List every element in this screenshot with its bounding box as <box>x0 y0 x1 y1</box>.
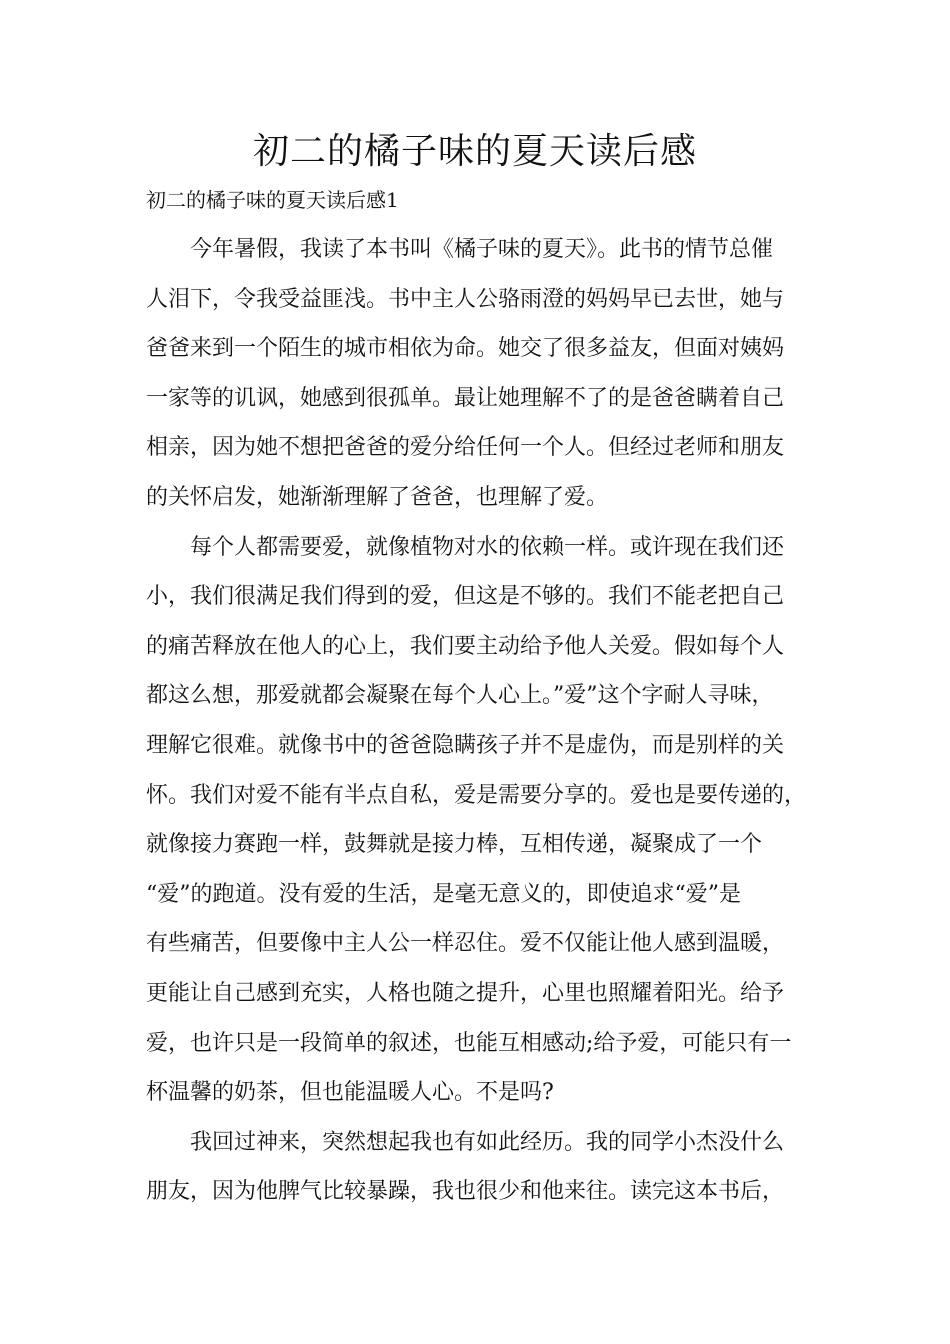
text-line: 就像接力赛跑一样，鼓舞就是接力棒，互相传递，凝聚成了一个 <box>146 832 763 858</box>
text-line: 的关怀启发，她渐渐理解了爸爸，也理解了爱。 <box>146 484 609 510</box>
text-line: 朋友，因为他脾气比较暴躁，我也很少和他来往。读完这本书后， <box>146 1179 785 1205</box>
text-line: 人泪下，令我受益匪浅。书中主人公骆雨澄的妈妈早已去世，她与 <box>146 286 785 312</box>
text-line: “爱”的跑道。没有爱的生活，是毫无意义的，即使追求“爱”是 <box>146 881 741 907</box>
text-line: 有些痛苦，但要像中主人公一样忍住。爱不仅能让他人感到温暖， <box>146 931 785 957</box>
document-subtitle: 初二的橘子味的夏天读后感1 <box>146 188 399 212</box>
text-line: 爱，也许只是一段简单的叙述，也能互相感动;给予爱，可能只有一 <box>146 1030 792 1056</box>
text-line: 理解它很难。就像书中的爸爸隐瞒孩子并不是虚伪，而是别样的关 <box>146 732 785 758</box>
text-line: 杯温馨的奶茶，但也能温暖人心。不是吗? <box>146 1080 554 1106</box>
text-line: 小，我们很满足我们得到的爱，但这是不够的。我们不能老把自己 <box>146 584 785 610</box>
text-line: 更能让自己感到充实，人格也随之提升，心里也照耀着阳光。给予 <box>146 980 785 1006</box>
text-line: 的痛苦释放在他人的心上，我们要主动给予他人关爱。假如每个人 <box>146 633 785 659</box>
text-line: 爸爸来到一个陌生的城市相依为命。她交了很多益友，但面对姨妈 <box>146 336 785 362</box>
document-body <box>146 230 826 1222</box>
text-line: 一家等的讥讽，她感到很孤单。最让她理解不了的是爸爸瞒着自己 <box>146 385 785 411</box>
paragraph-2-start: 每个人都需要爱，就像植物对水的依赖一样。或许现在我们还 <box>190 534 785 560</box>
paragraph-3-start: 我回过神来，突然想起我也有如此经历。我的同学小杰没什么 <box>190 1129 785 1155</box>
text-line: 怀。我们对爱不能有半点自私，爱是需要分享的。爱也是要传递的， <box>146 782 807 808</box>
text-line: 都这么想，那爱就都会凝聚在每个人心上。”爱”这个字耐人寻味， <box>146 683 774 709</box>
paragraph-1-start: 今年暑假，我读了本书叫《橘子味的夏天》。此书的情节总催 <box>190 237 774 262</box>
document-title: 初二的橘子味的夏天读后感 <box>252 131 697 172</box>
text-line: 相亲，因为她不想把爸爸的爱分给任何一个人。但经过老师和朋友 <box>146 435 785 461</box>
